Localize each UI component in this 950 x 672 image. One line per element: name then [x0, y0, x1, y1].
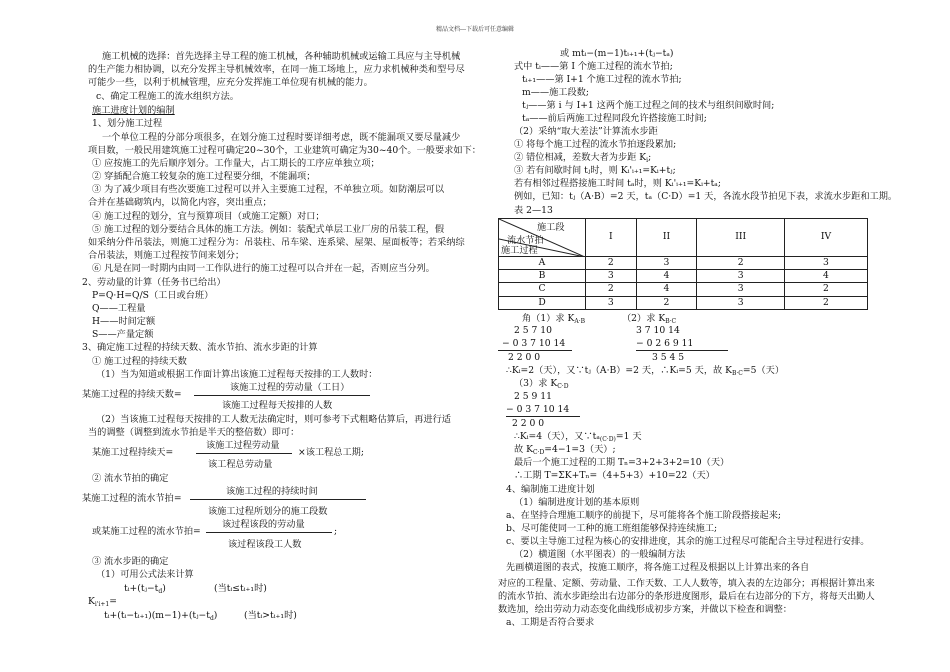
heading: 1、划分施工过程 [92, 118, 163, 129]
fraction-numerator: 该施工过程的劳动量（工日） [230, 382, 350, 393]
calc-row: 2 2 0 0 [512, 418, 545, 429]
definition: S——产量定额 [92, 329, 154, 340]
row-header: D [499, 296, 586, 309]
definition: tₐ——前后两施工过程同段允许搭接施工时间; [522, 113, 707, 124]
definition: tᵢ₊₁——第 I+1 个施工过程的流水节拍; [522, 74, 682, 85]
column-header: IV [784, 219, 867, 257]
formula-label: 或某施工过程的流水节拍= [92, 526, 201, 537]
calc-result: ∴Kᵢ=4（天），又∵tₐ$_{(C\cdot D)}$=1 天 [514, 431, 642, 443]
table-cell: 3 [636, 257, 697, 270]
calc-line [636, 350, 728, 351]
header-seg: 施工段 [537, 222, 565, 233]
fraction-denominator: 该施工过程每天按排的人数 [222, 400, 333, 411]
calc-result: ∴工期 T=ΣK+Tₙ=（4+5+3）+10=22（天） [514, 470, 715, 481]
calc-result: ∴Kᵢ=2（天），又∵tⱼ（A·B）=2 天，∴Kᵢ=5 天，故 $K_{B\cdot C}=5$（天） [506, 365, 785, 377]
subheading: （2）横道图（水平图表）的一般编制方法 [514, 549, 686, 560]
fraction-numerator: 该过程该段的劳动量 [222, 519, 305, 530]
table-caption: 表 2—13 [514, 205, 553, 216]
calc-label: （3）求 $K_{C\cdot D}$ [514, 378, 569, 390]
header-beat: 流水节拍 [507, 235, 544, 246]
paragraph: 一个单位工程的分部分项很多，在划分施工过程时要详细考虑，既不能漏项又要尽量减少 [102, 132, 461, 143]
page-header: 精品文档---下载后可任意编辑 [435, 26, 515, 33]
paragraph: 的生产能力相协调，以充分发挥主导机械效率，在同一施工场地上，应力求机械种类和型号尽 [88, 64, 465, 75]
definition: 式中 tᵢ——第 I 个施工过程的流水节拍; [514, 61, 673, 72]
table-cell: 3 [697, 283, 785, 296]
beat-table [498, 218, 868, 310]
table-cell: 2 [636, 296, 697, 309]
fraction-line [194, 395, 370, 396]
paragraph: 的流水节拍、流水步距绘出右边部分的条形进度图形，最后在右边部分的下方，将每天出勤人 [498, 591, 875, 602]
list-item: 若有相邻过程搭接施工时间 tₐ时，则 Kᵢ'ᵢ₊₁=Kᵢ+tₐ; [514, 178, 721, 189]
column-header: III [697, 219, 785, 257]
list-item: c、要以主导施工过程为核心的安排进度，其余的施工过程尽可能配合主导过程进行安排。 [506, 536, 870, 547]
paragraph: 先画横道图的表式，按施工顺序，将各施工过程及根据以上计算出来的各自 [506, 562, 810, 573]
list-item: ⑤ 施工过程的划分要结合具体的施工方法。例如：装配式单层工业厂房的吊装工程，假 [92, 224, 445, 235]
table-cell: 3 [586, 270, 637, 283]
heading: 2、劳动量的计算（任务书已给出） [82, 277, 226, 288]
list-item: b、尽可能使同一工种的施工班组能够保持连续施工; [506, 523, 718, 534]
list-item: ⑥ 凡是在同一时期内由同一工作队进行的施工过程可以合并在一起，否则应当分列。 [92, 263, 435, 274]
fraction-denominator: 该过程该段工人数 [228, 539, 302, 550]
formula-label: 某施工过程持续天= [92, 447, 174, 458]
calc-line [506, 416, 580, 417]
calc-row: 2 2 0 0 [508, 352, 541, 363]
calc-result: 故 $K_{C\cdot D}=4-1=3$（天）; [514, 444, 616, 456]
list-item: ③ 为了减少项目有些次要施工过程可以并入主要施工过程，不单独立项。如防潮层可以 [92, 184, 445, 195]
paragraph: 数选加，绘出劳动力动态变化曲线形成初步方案，并做以下检查和调整： [498, 604, 792, 615]
table-cell: 4 [636, 283, 697, 296]
subheading: ① 施工过程的持续天数 [92, 356, 187, 367]
list-item: a、工期是否符合要求 [506, 617, 595, 628]
list-item: ① 将每个施工过程的流水节拍逐段累加; [514, 139, 677, 150]
paragraph: c、确定工程施工的流水组织方法。 [96, 91, 239, 102]
heading: 4、编制施工进度计划 [506, 484, 595, 495]
list-item: ③ 若有间歇时间 tⱼ时，则 Kᵢ'ᵢ₊₁=Kᵢ+tⱼ; [514, 165, 676, 176]
list-item: ④ 施工过程的划分，宜与预算项目（或施工定额）对口； [92, 211, 325, 222]
row-header: A [499, 257, 586, 270]
table-cell: 3 [586, 296, 637, 309]
header-proc: 施工过程 [501, 245, 538, 256]
paragraph: 例如，已知：tⱼ（A·B）=2 天，tₐ（C·D）=1 天，各流水段节拍见下表，求流水步距和工期。 [514, 191, 898, 202]
definition: Q——工程量 [92, 303, 146, 314]
fraction-numerator: 该施工过程的持续时间 [226, 486, 318, 497]
fraction-line [190, 499, 366, 500]
list-item: 如采纳分件吊装法，则施工过程分为：吊装柱、吊车梁、连系梁、屋架、屋面板等；若采纳综 [88, 237, 465, 248]
calc-row: 2 5 9 11 [514, 391, 552, 402]
fraction-line [206, 532, 332, 533]
definition: tⱼ——第 i 与 I+1 这两个施工过程之间的技术与组织间歇时间; [522, 100, 775, 111]
paragraph: 施工机械的选择：首先选择主导工程的施工机械，各种辅助机械或运输工具应与主导机械 [102, 51, 461, 62]
calc-line [498, 350, 572, 351]
table-row [499, 283, 868, 296]
list-item: a、在坚持合理施工顺序的前提下，尽可能将各个施工阶段搭接起来; [506, 510, 782, 521]
fraction-line [196, 453, 292, 454]
table-cell: 3 [697, 270, 785, 283]
paragraph: 当的调整（调整到流水节拍是半天的整倍数）即可： [88, 427, 300, 438]
formula-suffix: ×该工程总工期; [298, 447, 364, 458]
column-header: I [586, 219, 637, 257]
paragraph: （2）当该施工过程每天按排的工人数无法确定时，则可参考下式粗略估算后，再进行适 [96, 414, 451, 425]
formula-label: 某施工过程的持续天数= [82, 389, 182, 400]
fraction-denominator: 该工程总劳动量 [208, 459, 273, 470]
subheading: （1）可用公式法来计算 [96, 569, 194, 580]
subheading: （2）采纳“取大差法”计算流水步距 [514, 126, 658, 137]
table-cell: 4 [784, 270, 867, 283]
column-header: II [636, 219, 697, 257]
row-header: C [499, 283, 586, 296]
formula-condition: (当tᵢ>tᵢ₊₁时) [244, 610, 297, 621]
formula: P=Q·H=Q/S（工日或台班） [92, 290, 214, 301]
section-heading: 施工进度计划的编制 [92, 105, 175, 116]
table-cell: 3 [697, 296, 785, 309]
table-cell: 2 [586, 283, 637, 296]
definition: H——时间定额 [92, 316, 156, 327]
fraction-numerator: 该施工过程劳动量 [206, 440, 280, 451]
calc-row: 3 7 10 14 [636, 325, 680, 336]
table-corner-cell [499, 219, 586, 257]
calc-row: 3 5 4 5 [652, 352, 685, 363]
calc-result: 最后一个施工过程的工期 Tₙ=3+2+3+2=10（天） [514, 457, 730, 468]
formula: 或 mtᵢ−(m−1)tᵢ₊₁+(tⱼ−tₐ) [560, 48, 674, 59]
paragraph: 可能少一些，以利于机械管理，应充分发挥施工单位现有机械的能力。 [88, 77, 373, 88]
table-cell: 2 [586, 257, 637, 270]
table-row [499, 257, 868, 270]
calc-row: − 0 3 7 10 14 [506, 404, 570, 415]
list-item: 合吊装法，则施工过程按节间来划分； [88, 250, 245, 261]
list-item: 合并在基础砌筑内，以简化内容，突出重点； [88, 197, 272, 208]
table-cell: 4 [636, 270, 697, 283]
calc-row: 2 5 7 10 [514, 325, 552, 336]
table-cell: 2 [697, 257, 785, 270]
paragraph: 对应的工程量、定额、劳动量、工作天数、工人人数等，填入表的左边部分；再根据计算出来 [498, 578, 875, 589]
fraction-denominator: 该施工过程所划分的施工段数 [208, 506, 328, 517]
calc-row: − 0 2 6 9 11 [636, 338, 694, 349]
calc-label: 角（1）求 $K_{A\cdot B}$ [522, 313, 586, 325]
table-cell: 2 [784, 283, 867, 296]
paragraph: （1）当为知道或根据工作面计算出该施工过程每天按排的工人数时： [96, 369, 378, 380]
list-item: ② 错位相减，差数大者为步距 $K_i$; [514, 152, 652, 164]
formula-symbol: $K_{i'i+1}=$ [88, 596, 117, 608]
heading: 3、确定施工过程的持续天数、流水节拍、流水步距的计算 [82, 342, 318, 353]
row-header: B [499, 270, 586, 283]
subheading: ③ 流水步距的确定 [92, 556, 169, 567]
formula-condition: (当tᵢ≤tᵢ₊₁时) [214, 583, 267, 594]
formula: $tᵢ+(tᵢ-tᵢ_{+1})(m-1)+(tⱼ-t_d)$ [104, 610, 218, 622]
calc-row: − 0 3 7 10 14 [502, 338, 566, 349]
table-row [499, 270, 868, 283]
formula-suffix: ; [334, 526, 338, 537]
list-item: ② 穿插配合施工较复杂的施工过程要分细，不能漏项； [92, 171, 316, 182]
table-cell: 2 [784, 296, 867, 309]
list-item: ① 应按施工的先后顺序划分。工作量大，占工期长的工序应单独立项； [92, 158, 380, 169]
formula-label: 某施工过程的流水节拍= [82, 493, 182, 504]
table-row [499, 296, 868, 309]
subheading: （1）编制进度计划的基本原则 [514, 497, 640, 508]
table-cell: 3 [784, 257, 867, 270]
paragraph: 项目数，一般民用建筑施工过程可确定20~30个，工业建筑可确定为30~40个。一般要求如下： [88, 145, 481, 156]
subheading: ② 流水节拍的确定 [92, 473, 169, 484]
definition: m——施工段数; [522, 87, 589, 98]
formula: $tᵢ+(tⱼ-t_d)$ [124, 583, 166, 595]
calc-label: （2）求 $K_{B\cdot C}$ [622, 313, 677, 325]
